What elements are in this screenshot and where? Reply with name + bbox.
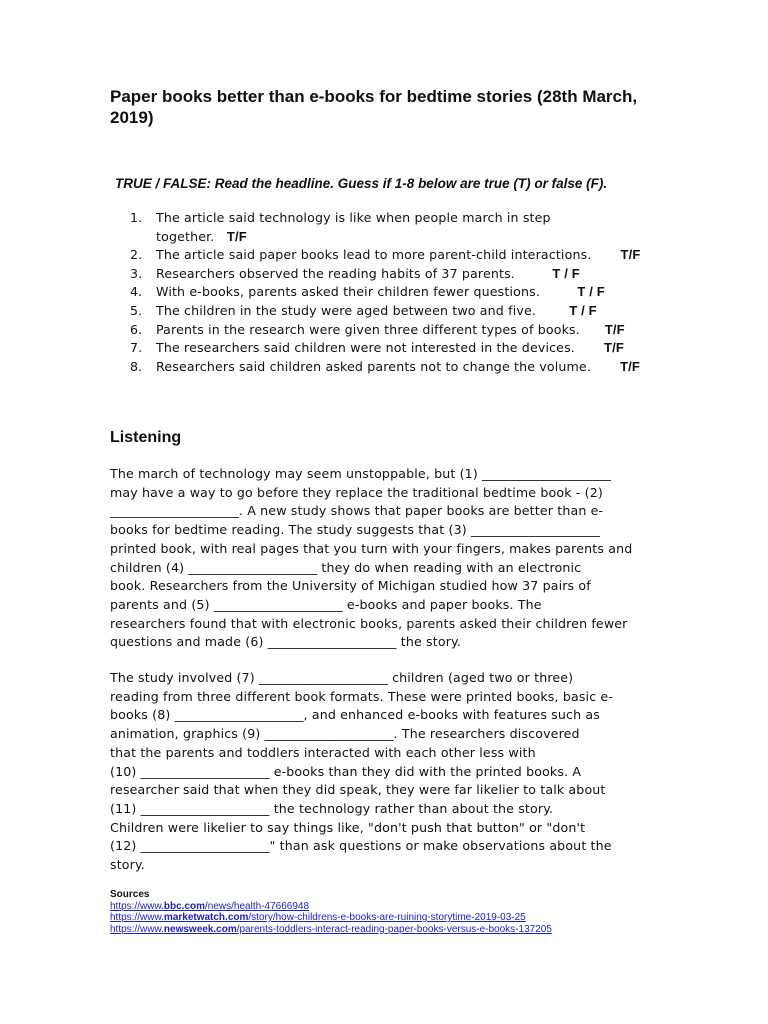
list-item — [130, 358, 690, 377]
list-item — [130, 283, 690, 302]
paragraph-line: questions and made (6) ____________________ the story. — [110, 634, 461, 650]
true-false-marker: T / F — [577, 284, 605, 300]
source-link-bbc[interactable] — [110, 901, 552, 913]
link-domain: marketwatch.com — [163, 912, 249, 923]
spacer — [540, 284, 577, 299]
paragraph-line: printed book, with real pages that you turn with your fingers, makes parents and — [110, 540, 633, 556]
list-item — [130, 339, 690, 358]
list-item — [130, 209, 690, 246]
spacer — [214, 229, 226, 244]
item-number: 4. — [130, 284, 143, 300]
statement-text: The article said paper books lead to more parent-child interactions. — [156, 247, 592, 263]
paragraph-line: The march of technology may seem unstoppable, but (1) ____________________ — [110, 466, 611, 481]
statement-text: together. — [156, 228, 215, 244]
statement-text: Researchers observed the reading habits of 37 parents. — [156, 265, 515, 281]
link-path: /news/health-47666948 — [205, 900, 310, 912]
sources-title: Sources — [110, 889, 150, 900]
true-false-marker: T / F — [552, 265, 580, 281]
paragraph-line: Children were likelier to say things like, "don't push that button" or "don't — [110, 819, 586, 835]
item-number: 3. — [130, 265, 143, 281]
true-false-marker: T/F — [620, 247, 641, 263]
statement-text: Researchers said children asked parents not to change the volume. — [156, 358, 591, 374]
link-path: /story/how-childrens-e-books-are-ruining-storytime-2019-03-25 — [248, 912, 526, 923]
statement-text: Parents in the research were given three different types of books. — [156, 321, 580, 337]
link-prefix: https://www. — [110, 900, 164, 912]
spacer — [580, 322, 605, 337]
paragraph-line: animation, graphics (9) ____________________. The researchers discovered — [110, 726, 580, 742]
listening-heading: Listening — [110, 429, 182, 446]
paragraph-line: (12) ____________________" than ask questions or make observations about the — [110, 838, 612, 854]
link-prefix: https://www. — [110, 912, 164, 923]
paragraph-line: ____________________. A new study shows that paper books are better than e- — [110, 503, 604, 519]
paragraph-line: researchers found that with electronic books, parents asked their children fewer — [110, 615, 628, 631]
list-item — [130, 265, 690, 284]
link-domain: newsweek.com — [163, 923, 237, 935]
item-number: 1. — [130, 210, 143, 225]
link-path: /parents-toddlers-interact-reading-paper-books-versus-e-books-137205 — [236, 923, 552, 935]
paragraph-line: books (8) ____________________, and enhanced e-books with features such as — [110, 707, 600, 723]
listening-paragraph-1 — [110, 465, 670, 652]
statement-text: The children in the study were aged between two and five. — [156, 302, 536, 318]
statement-text: With e-books, parents asked their children fewer questions. — [156, 284, 540, 300]
source-link-newsweek[interactable] — [110, 924, 552, 936]
true-false-marker: T/F — [620, 358, 641, 374]
sources-section — [110, 889, 552, 935]
item-number: 5. — [130, 302, 143, 318]
page-title: Paper books better than e-books for bedtime stories (28th March, 2019) — [110, 87, 638, 127]
item-number: 6. — [130, 321, 143, 337]
spacer — [575, 340, 604, 355]
item-number: 7. — [130, 340, 143, 356]
paragraph-line: parents and (5) ____________________ e-books and paper books. The — [110, 596, 542, 612]
true-false-list — [130, 209, 690, 376]
spacer — [591, 247, 620, 262]
paragraph-line: children (4) ____________________ they do when reading with an electronic — [110, 559, 582, 575]
paragraph-line: books for bedtime reading. The study suggests that (3) ____________________ — [110, 522, 600, 538]
paragraph-line: The study involved (7) ____________________ children (aged two or three) — [110, 670, 574, 685]
paragraph-line: that the parents and toddlers interacted with each other less with — [110, 744, 536, 760]
link-domain: bbc.com — [163, 900, 206, 912]
true-false-marker: T/F — [604, 340, 624, 356]
list-item — [130, 302, 690, 321]
paragraph-line: may have a way to go before they replace the traditional bedtime book - (2) — [110, 484, 603, 500]
paragraph-line: (11) ____________________ the technology rather than about the story. — [110, 800, 554, 816]
statement-text: The researchers said children were not interested in the devices. — [156, 340, 575, 356]
source-link-marketwatch[interactable] — [110, 912, 552, 924]
paragraph-line: researcher said that when they did speak, they were far likelier to talk about — [110, 782, 606, 798]
listening-paragraph-2 — [110, 669, 670, 875]
link-prefix: https://www. — [110, 923, 164, 935]
paragraph-line: book. Researchers from the University of Michigan studied how 37 pairs of — [110, 578, 591, 594]
item-number: 8. — [130, 358, 143, 374]
item-number: 2. — [130, 247, 143, 263]
list-item — [130, 246, 690, 265]
paragraph-line: (10) ____________________ e-books than they did with the printed books. A — [110, 763, 582, 779]
spacer — [536, 303, 569, 318]
paragraph-line: story. — [110, 857, 145, 873]
instructions-heading: TRUE / FALSE: Read the headline. Guess if 1-8 below are true (T) or false (F). — [115, 176, 608, 191]
true-false-marker: T / F — [569, 302, 597, 318]
list-item — [130, 321, 690, 340]
paragraph-line: reading from three different book formats. These were printed books, basic e- — [110, 688, 614, 704]
true-false-marker: T/F — [226, 228, 247, 244]
spacer — [515, 266, 552, 281]
true-false-marker: T/F — [604, 321, 625, 337]
statement-text: The article said technology is like when people march in step — [156, 210, 551, 225]
spacer — [591, 359, 620, 374]
